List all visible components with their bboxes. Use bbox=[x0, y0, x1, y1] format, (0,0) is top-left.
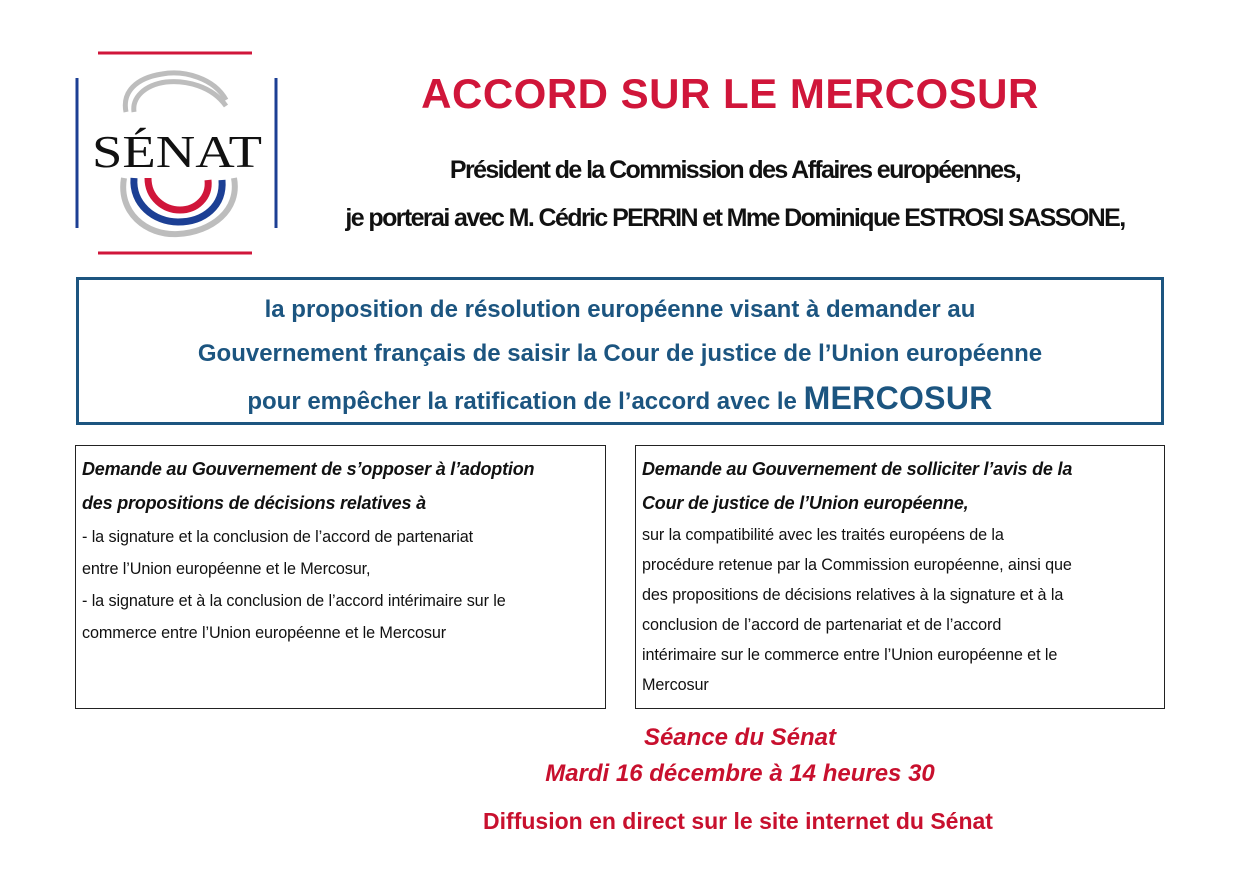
senat-logo-text: SÉNAT bbox=[92, 126, 262, 177]
right-body-line: des propositions de décisions relatives à la signature et à la bbox=[642, 586, 1064, 604]
left-body-line: - la signature et à la conclusion de l’accord intérimaire sur le bbox=[82, 592, 506, 610]
senat-logo-graphic bbox=[74, 50, 280, 256]
resolution-line-2: Gouvernement français de saisir la Cour de justice de l’Union européenne bbox=[197, 340, 1043, 367]
senat-logo bbox=[74, 50, 280, 256]
right-heading-line-1: Demande au Gouvernement de solliciter l’avis de la bbox=[642, 459, 1073, 479]
left-body-line: commerce entre l’Union européenne et le Mercosur bbox=[82, 624, 447, 642]
session-date: Mardi 16 décembre à 14 heures 30 bbox=[545, 760, 935, 787]
cjeu-opinion-request-box bbox=[635, 445, 1165, 709]
cosponsors-line: je porterai avec M. Cédric PERRIN et Mme Dominique ESTROSI SASSONE, bbox=[345, 204, 1125, 232]
resolution-line-3-text: pour empêcher la ratification de l’accord avec le bbox=[247, 388, 804, 415]
resolution-box bbox=[76, 277, 1164, 425]
resolution-line-1: la proposition de résolution européenne visant à demander au bbox=[264, 296, 976, 323]
president-line: Président de la Commission des Affaires européennes, bbox=[449, 156, 1021, 184]
right-body-line: intérimaire sur le commerce entre l’Union européenne et le bbox=[642, 646, 1058, 664]
mercosur-emphasis: MERCOSUR bbox=[803, 380, 993, 416]
left-body-line: entre l’Union européenne et le Mercosur, bbox=[82, 560, 371, 578]
right-body-line: Mercosur bbox=[642, 676, 709, 694]
resolution-line-3 bbox=[79, 376, 1161, 420]
left-body-line: - la signature et la conclusion de l’accord de partenariat bbox=[82, 528, 474, 546]
right-body-line: sur la compatibilité avec les traités européens de la bbox=[642, 526, 1004, 544]
live-broadcast-notice: Diffusion en direct sur le site internet du Sénat bbox=[483, 808, 993, 834]
right-body-line: procédure retenue par la Commission européenne, ainsi que bbox=[642, 556, 1072, 574]
page-title: ACCORD SUR LE MERCOSUR bbox=[421, 70, 1039, 117]
left-heading-line-2: des propositions de décisions relatives à bbox=[82, 493, 426, 513]
right-heading-line-2: Cour de justice de l’Union européenne, bbox=[642, 493, 969, 513]
right-body-line: conclusion de l’accord de partenariat et de l’accord bbox=[642, 616, 1002, 634]
left-heading-line-1: Demande au Gouvernement de s’opposer à l’adoption bbox=[82, 459, 535, 479]
session-title: Séance du Sénat bbox=[643, 724, 837, 751]
opposition-request-box bbox=[75, 445, 606, 709]
